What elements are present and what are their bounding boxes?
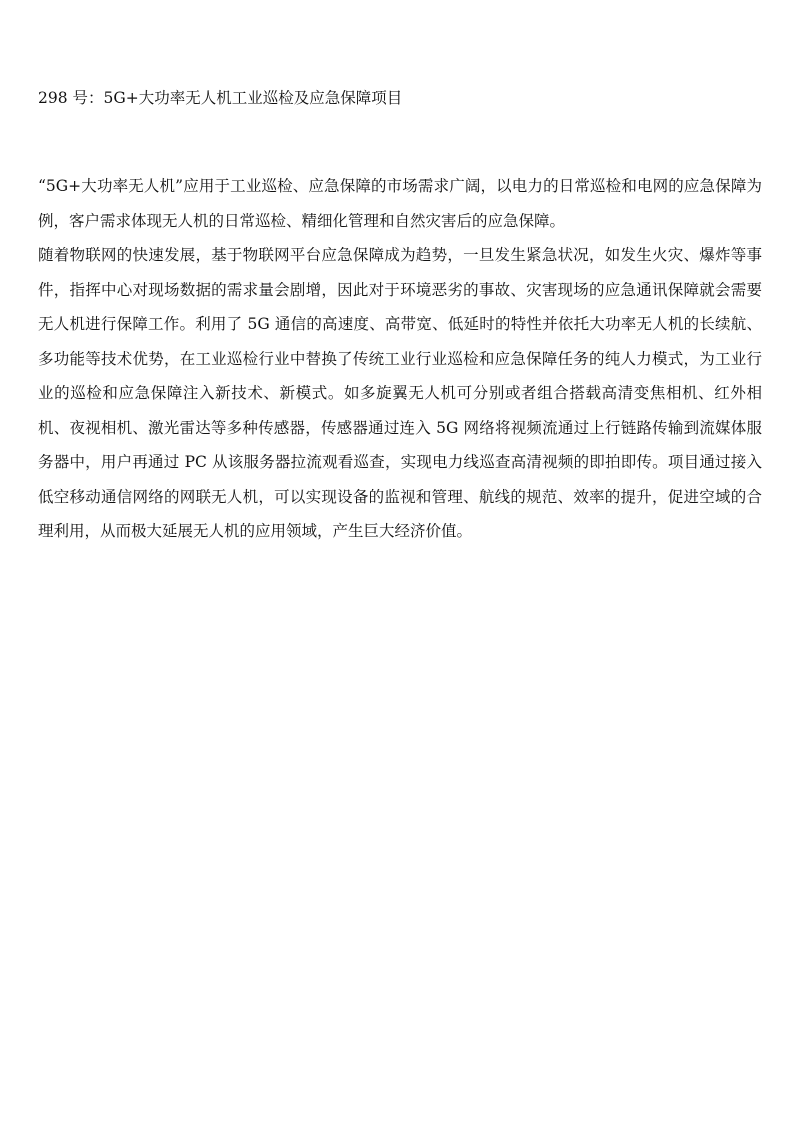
document-title: 298 号：5G+大功率无人机工业巡检及应急保障项目 <box>38 89 403 107</box>
paragraph-details: 随着物联网的快速发展，基于物联网平台应急保障成为趋势，一旦发生紧急状况，如发生火灾、爆炸等事件，指挥中心对现场数据的需求量会剧增，因此对于环境恶劣的事故、灾害现场的应急通讯保障就会需要无人机进行保障工作。利用了 5G 通信的高速度、高带宽、低延时的特性并依托大功率无人机的长续航、多功能等技术优势，在工业巡检行业中替换了传统工业行业巡检和应急保障任务的纯人力模式，为工业行业的巡检和应急保障注入新技术、新模式。如多旋翼无人机可分别或者组合搭载高清变焦相机、红外相机、夜视相机、激光雷达等多种传感器，传感器通过连入 5G 网络将视频流通过上行链路传输到流媒体服务器中，用户再通过 PC 从该服务器拉流观看巡查，实现电力线巡查高清视频的即拍即传。项目通过接入低空移动通信网络的网联无人机，可以实现设备的监视和管理、航线的规范、效率的提升，促进空域的合理利用，从而极大延展无人机的应用领域，产生巨大经济价值。 <box>38 246 762 540</box>
document-body <box>38 169 762 549</box>
paragraph-intro: “5G+大功率无人机”应用于工业巡检、应急保障的市场需求广阔，以电力的日常巡检和电网的应急保障为例，客户需求体现无人机的日常巡检、精细化管理和自然灾害后的应急保障。 <box>38 177 762 230</box>
